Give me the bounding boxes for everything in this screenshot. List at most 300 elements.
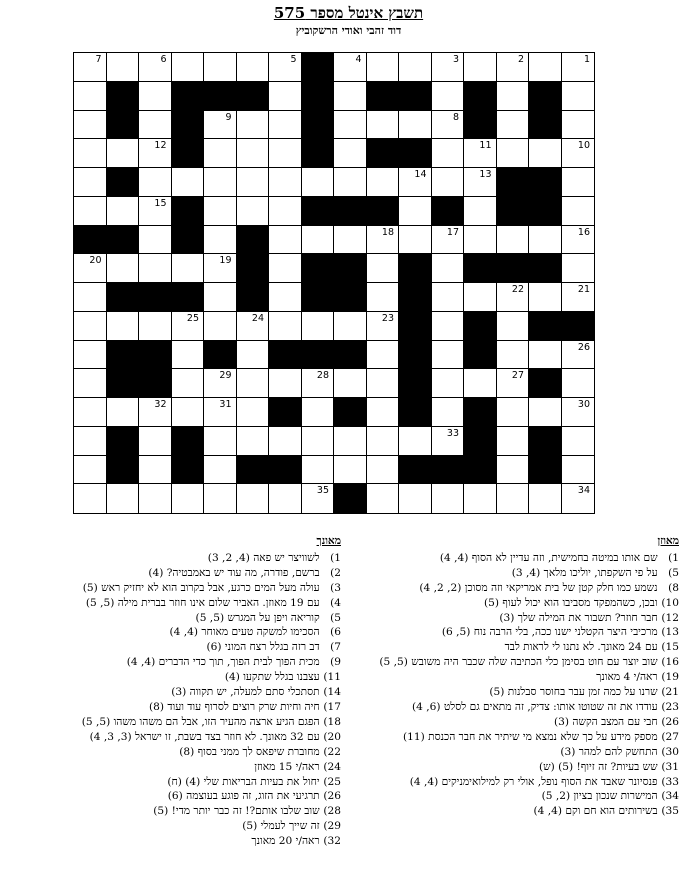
black-cell [497,168,530,197]
clue-number: 29 [219,370,232,382]
grid-cell[interactable] [269,484,302,513]
grid-cell[interactable] [529,341,562,370]
clue-number: 14 [414,169,427,180]
grid-cell[interactable] [204,398,237,427]
clue-text: קוריאה ויפן על המגרש (5, 5) [195,611,320,624]
grid-cell[interactable] [399,197,432,226]
black-cell [497,254,530,283]
across-clue [364,551,679,566]
across-clue [364,611,679,626]
grid-cell[interactable] [302,168,335,197]
clue-number: 23 [381,312,394,324]
across-clue [364,685,679,700]
grid-cell[interactable] [237,312,270,341]
grid-cell[interactable] [497,427,530,456]
clue-text: דב רזה בגלל רצח המוני (6) [206,641,320,654]
grid-cell[interactable] [204,484,237,513]
clue-index: 35) [661,805,679,818]
grid-cell[interactable] [302,456,335,485]
black-cell [172,226,205,255]
clue-index: 11) [323,671,341,684]
clue-index: 34) [661,790,679,803]
grid-cell[interactable] [204,111,237,140]
black-cell [529,254,562,283]
grid-cell[interactable] [269,168,302,197]
grid-cell[interactable] [432,341,465,370]
grid-cell[interactable] [432,254,465,283]
grid-cell[interactable] [334,369,367,398]
grid-cell[interactable] [74,111,107,140]
grid-cell[interactable] [237,111,270,140]
grid-cell[interactable] [302,369,335,398]
clue-index: 30) [661,745,679,758]
grid-cell[interactable] [367,312,400,341]
grid-cell[interactable] [269,254,302,283]
grid-cell[interactable] [432,369,465,398]
grid-cell[interactable] [302,398,335,427]
grid-cell[interactable] [367,111,400,140]
grid-cell[interactable] [74,456,107,485]
grid-cell[interactable] [432,427,465,456]
black-cell [529,82,562,111]
grid-cell[interactable] [172,398,205,427]
grid-cell[interactable] [237,197,270,226]
clue-number: 22 [511,284,524,295]
grid-cell[interactable] [172,312,205,341]
black-cell [529,111,562,140]
grid-cell[interactable] [334,82,367,111]
grid-cell[interactable] [464,139,497,168]
clue-index: 7) [330,641,341,654]
down-clue [11,700,341,715]
down-clue [11,581,341,596]
grid-cell[interactable] [334,53,367,82]
clue-index: 23) [661,700,679,713]
grid-cell[interactable] [172,369,205,398]
black-cell [334,341,367,370]
black-cell [237,254,270,283]
clue-text: התחשק להם למהר (3) [560,745,658,758]
clue-index: 5) [668,566,679,579]
grid-cell[interactable] [497,226,530,255]
grid-cell[interactable] [269,283,302,312]
grid-cell[interactable] [497,111,530,140]
grid-cell[interactable] [139,53,172,82]
clue-number: 7 [95,54,102,65]
grid-cell[interactable] [74,197,107,226]
grid-cell[interactable] [562,111,595,140]
grid-cell[interactable] [399,168,432,197]
grid-cell[interactable] [269,111,302,140]
down-clue [11,819,341,834]
grid-cell[interactable] [432,53,465,82]
grid-cell[interactable] [432,111,465,140]
down-clue [11,730,341,745]
black-cell [367,82,400,111]
grid-cell[interactable] [269,226,302,255]
grid-cell[interactable] [432,82,465,111]
grid-cell[interactable] [172,484,205,513]
grid-cell[interactable] [334,139,367,168]
grid-cell[interactable] [237,168,270,197]
clue-index: 17) [323,700,341,713]
grid-cell[interactable] [139,111,172,140]
grid-cell[interactable] [139,139,172,168]
black-cell [172,139,205,168]
grid-cell[interactable] [562,398,595,427]
grid-cell[interactable] [334,312,367,341]
clue-index: 22) [323,745,341,758]
grid-cell[interactable] [367,341,400,370]
grid-cell[interactable] [74,53,107,82]
grid-cell[interactable] [367,456,400,485]
grid-cell[interactable] [562,427,595,456]
grid-cell[interactable] [497,484,530,513]
grid-cell[interactable] [367,254,400,283]
clue-index: 13) [661,626,679,639]
grid-cell[interactable] [529,226,562,255]
clue-text: חבי עם המצב הקשה (3) [553,715,658,728]
grid-cell[interactable] [399,53,432,82]
grid-cell[interactable] [562,53,595,82]
clue-text: שרנו על כמה זמן עבר בחוסר סבלנות (5) [489,686,658,699]
grid-cell[interactable] [562,139,595,168]
clue-number: 16 [577,226,590,238]
clue-index: 16) [661,656,679,669]
grid-cell[interactable] [562,254,595,283]
grid-cell[interactable] [172,53,205,82]
grid-cell[interactable] [464,197,497,226]
grid-cell[interactable] [237,53,270,82]
across-clue [364,566,679,581]
grid-cell[interactable] [562,369,595,398]
grid-cell[interactable] [204,139,237,168]
grid-cell[interactable] [237,341,270,370]
grid-cell[interactable] [107,254,140,283]
black-cell [302,341,335,370]
grid-cell[interactable] [204,53,237,82]
grid-cell[interactable] [74,484,107,513]
grid-cell[interactable] [269,312,302,341]
black-cell [237,283,270,312]
grid-cell[interactable] [204,456,237,485]
black-cell [399,82,432,111]
grid-cell[interactable] [204,427,237,456]
grid-cell[interactable] [172,168,205,197]
grid-cell[interactable] [269,369,302,398]
grid-cell[interactable] [204,197,237,226]
grid-cell[interactable] [107,312,140,341]
grid-cell[interactable] [74,168,107,197]
clue-text: הסכימו למשקה טעים מאוחר (4, 4) [169,626,320,639]
grid-cell[interactable] [562,226,595,255]
grid-cell[interactable] [367,226,400,255]
grid-cell[interactable] [139,427,172,456]
clue-text: עם 24 מאונך. לא נתנו לי לראות לבד [504,641,658,654]
grid-cell[interactable] [237,484,270,513]
grid-cell[interactable] [464,168,497,197]
grid-cell[interactable] [399,111,432,140]
black-cell [464,82,497,111]
grid-cell[interactable] [334,111,367,140]
black-cell [529,168,562,197]
black-cell [464,312,497,341]
grid-cell[interactable] [139,398,172,427]
grid-cell[interactable] [107,398,140,427]
clue-number: 18 [381,226,394,238]
down-heading: מאונך [316,535,341,547]
grid-cell[interactable] [497,139,530,168]
grid-cell[interactable] [432,168,465,197]
black-cell [269,456,302,485]
grid-cell[interactable] [399,226,432,255]
grid-cell[interactable] [74,254,107,283]
black-cell [107,369,140,398]
down-clue [11,551,341,566]
grid-cell[interactable] [139,82,172,111]
grid-cell[interactable] [139,456,172,485]
across-clue [364,625,679,640]
across-clue [364,670,679,685]
clue-index: 32) [323,835,341,848]
clue-text: חיה וחיות שרק רוצים לסרוף עוד ועוד (8) [149,700,320,713]
clue-index: 9) [330,656,341,669]
black-cell [269,341,302,370]
grid-cell[interactable] [529,484,562,513]
grid-cell[interactable] [432,226,465,255]
grid-cell[interactable] [367,283,400,312]
grid-cell[interactable] [74,82,107,111]
grid-cell[interactable] [464,53,497,82]
clue-text: מחוברת שיפאס לך ממני בסוף (8) [179,745,320,758]
grid-cell[interactable] [74,341,107,370]
clue-number: 11 [479,140,492,152]
grid-cell[interactable] [432,139,465,168]
black-cell [367,197,400,226]
grid-cell[interactable] [464,283,497,312]
clue-index: 31) [661,760,679,773]
grid-cell[interactable] [74,312,107,341]
clue-number: 32 [154,399,167,410]
grid-cell[interactable] [74,427,107,456]
black-cell [334,484,367,513]
black-cell [464,398,497,427]
down-clue [11,640,341,655]
black-cell [399,341,432,370]
clue-text: שש בעיות? זה זיוף! (5) (ש) [539,760,658,773]
across-clue [364,640,679,655]
clue-number: 13 [479,169,492,180]
grid-cell[interactable] [74,398,107,427]
clue-text: ובכן, כשהמפקד מסביבו הוא יכול לעוף (5) [484,596,658,609]
grid-cell[interactable] [464,484,497,513]
across-clue [364,775,679,790]
clue-index: 1) [668,551,679,564]
black-cell [302,53,335,82]
grid-cell[interactable] [529,53,562,82]
grid-cell[interactable] [204,283,237,312]
black-cell [139,283,172,312]
black-cell [399,139,432,168]
down-clue [11,655,341,670]
grid-cell[interactable] [562,341,595,370]
grid-cell[interactable] [269,82,302,111]
clue-text: עודדו את זה שטוטו אותו: צדיק, זה מתאים גם לסלט (6, 4) [411,700,658,713]
clue-index: 24) [323,760,341,773]
across-clue [364,730,679,745]
grid-cell[interactable] [529,283,562,312]
grid-cell[interactable] [302,226,335,255]
grid-cell[interactable] [139,312,172,341]
grid-cell[interactable] [334,456,367,485]
grid-cell[interactable] [74,369,107,398]
grid-cell[interactable] [497,82,530,111]
grid-cell[interactable] [367,484,400,513]
clue-index: 29) [323,820,341,833]
grid-cell[interactable] [269,139,302,168]
grid-cell[interactable] [139,197,172,226]
black-cell [172,197,205,226]
grid-cell[interactable] [302,427,335,456]
down-clue [11,566,341,581]
black-cell [107,168,140,197]
clue-text: ראה/י 4 מאונך [596,671,658,684]
puzzle-authors: דוד זהבי ואודי הרשקוביץ [295,24,402,37]
grid-cell[interactable] [399,427,432,456]
clue-text: מרכיבי היצר הקטלני ישנו ככה, בלי הרבה נוח (5, 6) [441,626,658,639]
grid-cell[interactable] [497,398,530,427]
grid-cell[interactable] [74,139,107,168]
grid-cell[interactable] [269,197,302,226]
grid-cell[interactable] [432,312,465,341]
clue-number: 4 [355,54,362,65]
clue-number: 1 [583,54,590,65]
grid-cell[interactable] [432,398,465,427]
down-clue [11,625,341,640]
black-cell [464,254,497,283]
grid-cell[interactable] [302,484,335,513]
grid-cell[interactable] [497,341,530,370]
black-cell [334,197,367,226]
grid-cell[interactable] [497,53,530,82]
across-clue [364,745,679,760]
grid-cell[interactable] [367,427,400,456]
black-cell [269,398,302,427]
black-cell [302,254,335,283]
grid-cell[interactable] [432,484,465,513]
grid-cell[interactable] [562,484,595,513]
grid-cell[interactable] [334,168,367,197]
grid-cell[interactable] [172,254,205,283]
grid-cell[interactable] [204,226,237,255]
grid-cell[interactable] [302,312,335,341]
black-cell [302,197,335,226]
grid-cell[interactable] [139,226,172,255]
clue-text: על פי השקפתו, יוליכו מלאך (4, 3) [511,566,658,579]
grid-cell[interactable] [204,369,237,398]
grid-cell[interactable] [562,168,595,197]
across-clues [364,534,679,819]
clue-index: 15) [661,641,679,654]
clue-number: 30 [577,399,590,410]
grid-cell[interactable] [204,312,237,341]
black-cell [172,111,205,140]
grid-cell[interactable] [529,139,562,168]
grid-cell[interactable] [237,369,270,398]
grid-cell[interactable] [172,341,205,370]
black-cell [529,312,562,341]
grid-cell[interactable] [464,369,497,398]
grid-cell[interactable] [269,53,302,82]
clue-text: לשוויצר יש פאה (4, 2, 3) [207,551,320,564]
clue-index: 1) [330,551,341,564]
clue-number: 20 [89,255,102,267]
grid-cell[interactable] [204,168,237,197]
grid-cell[interactable] [399,484,432,513]
grid-cell[interactable] [464,226,497,255]
grid-cell[interactable] [269,427,302,456]
grid-cell[interactable] [562,197,595,226]
grid-cell[interactable] [107,197,140,226]
grid-cell[interactable] [237,398,270,427]
grid-cell[interactable] [107,53,140,82]
grid-cell[interactable] [562,283,595,312]
grid-cell[interactable] [497,312,530,341]
grid-cell[interactable] [367,168,400,197]
across-clue [364,804,679,819]
down-clue [11,834,341,849]
grid-cell[interactable] [139,254,172,283]
clue-index: 6) [330,626,341,639]
black-cell [399,398,432,427]
grid-cell[interactable] [497,283,530,312]
grid-cell[interactable] [562,456,595,485]
grid-cell[interactable] [139,484,172,513]
grid-cell[interactable] [562,82,595,111]
grid-cell[interactable] [334,427,367,456]
clue-index: 10) [661,596,679,609]
down-clue [11,804,341,819]
black-cell [562,312,595,341]
grid-cell[interactable] [237,427,270,456]
grid-cell[interactable] [204,254,237,283]
clue-number: 17 [446,226,459,238]
grid-cell[interactable] [334,226,367,255]
clue-number: 28 [316,370,329,382]
grid-cell[interactable] [367,53,400,82]
grid-cell[interactable] [497,369,530,398]
grid-cell[interactable] [237,139,270,168]
grid-cell[interactable] [432,283,465,312]
clue-index: 26) [661,715,679,728]
grid-cell[interactable] [107,139,140,168]
black-cell [237,226,270,255]
black-cell [464,456,497,485]
grid-cell[interactable] [367,369,400,398]
black-cell [464,341,497,370]
grid-cell[interactable] [107,484,140,513]
clue-number: 5 [290,54,297,65]
clue-number: 8 [452,111,459,123]
grid-cell[interactable] [74,283,107,312]
grid-cell[interactable] [497,456,530,485]
black-cell [107,427,140,456]
grid-cell[interactable] [529,398,562,427]
grid-cell[interactable] [367,398,400,427]
down-clue [11,715,341,730]
black-cell [107,226,140,255]
grid-cell[interactable] [139,168,172,197]
